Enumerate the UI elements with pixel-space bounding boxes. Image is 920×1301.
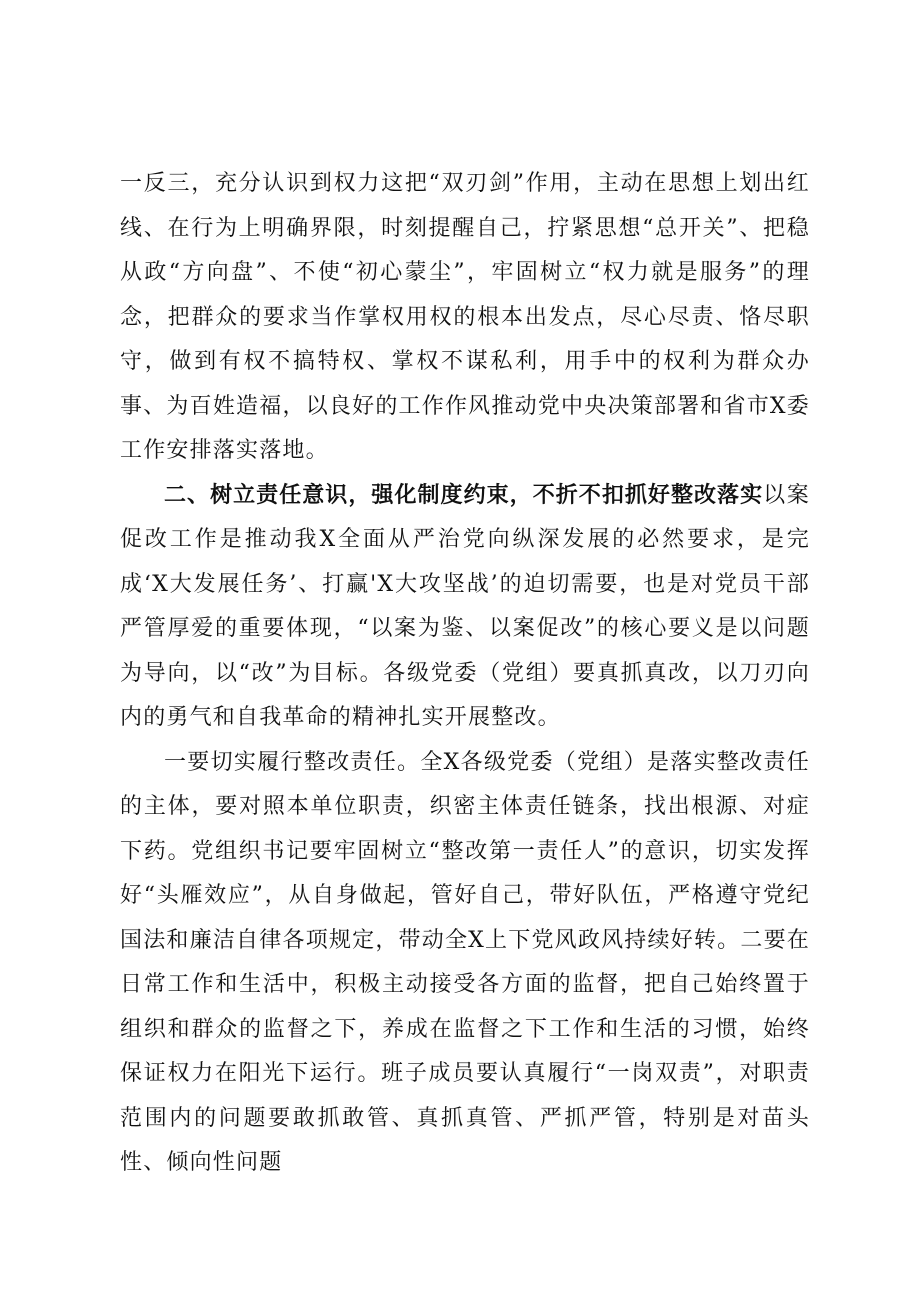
- paragraph-1: [120, 162, 810, 474]
- paragraph-1-text: 一反三，充分认识到权力这把“双刃剑”作用，主动在思想上划出红线、在行为上明确界限，时刻提醒自己，拧紧思想“总开关”、把稳从政“方向盘”、不使“初心蒙尘”，牢固树立“权力就是服务”的理念，把群众的要求当作掌权用权的根本出发点，尽心尽责、恪尽职守，做到有权不搞特权、掌权不谋私利，用手中的权利为群众办事、为百姓造福，以良好的工作作风推动党中央决策部署和省市X委工作安排落实落地。: [120, 171, 810, 463]
- paragraph-2-text: 以案促改工作是推动我X全面从严治党向纵深发展的必然要求，是完成‘X大发展任务’、打赢'X大攻坚战’的迫切需要，也是对党员干部严管厚爱的重要体现，“以案为鉴、以案促改”的核心要义是以问题为导向，以“改”为目标。各级党委（党组）要真抓真改，以刀刃向内的勇气和自我革命的精神扎实开展整改。: [120, 482, 811, 730]
- document-body: [120, 162, 810, 1186]
- section-heading: 二、树立责任意识，强化制度约束，不折不扣抓好整改落实: [164, 482, 764, 508]
- paragraph-3: [120, 741, 810, 1186]
- paragraph-3-text: 一要切实履行整改责任。全X各级党委（党组）是落实整改责任的主体，要对照本单位职责，织密主体责任链条，找出根源、对症下药。党组织书记要牢固树立“整改第一责任人”的意识，切实发挥好“头雁效应”，从自身做起，管好自己，带好队伍，严格遵守党纪国法和廉洁自律各项规定，带动全X上下党风政风持续好转。二要在日常工作和生活中，积极主动接受各方面的监督，把自己始终置于组织和群众的监督之下，养成在监督之下工作和生活的习惯，始终保证权力在阳光下运行。班子成员要认真履行“一岗双责”，对职责范围内的问题要敢抓敢管、真抓真管、严抓严管，特别是对苗头性、倾向性问题: [120, 749, 810, 1175]
- paragraph-2: [120, 474, 810, 741]
